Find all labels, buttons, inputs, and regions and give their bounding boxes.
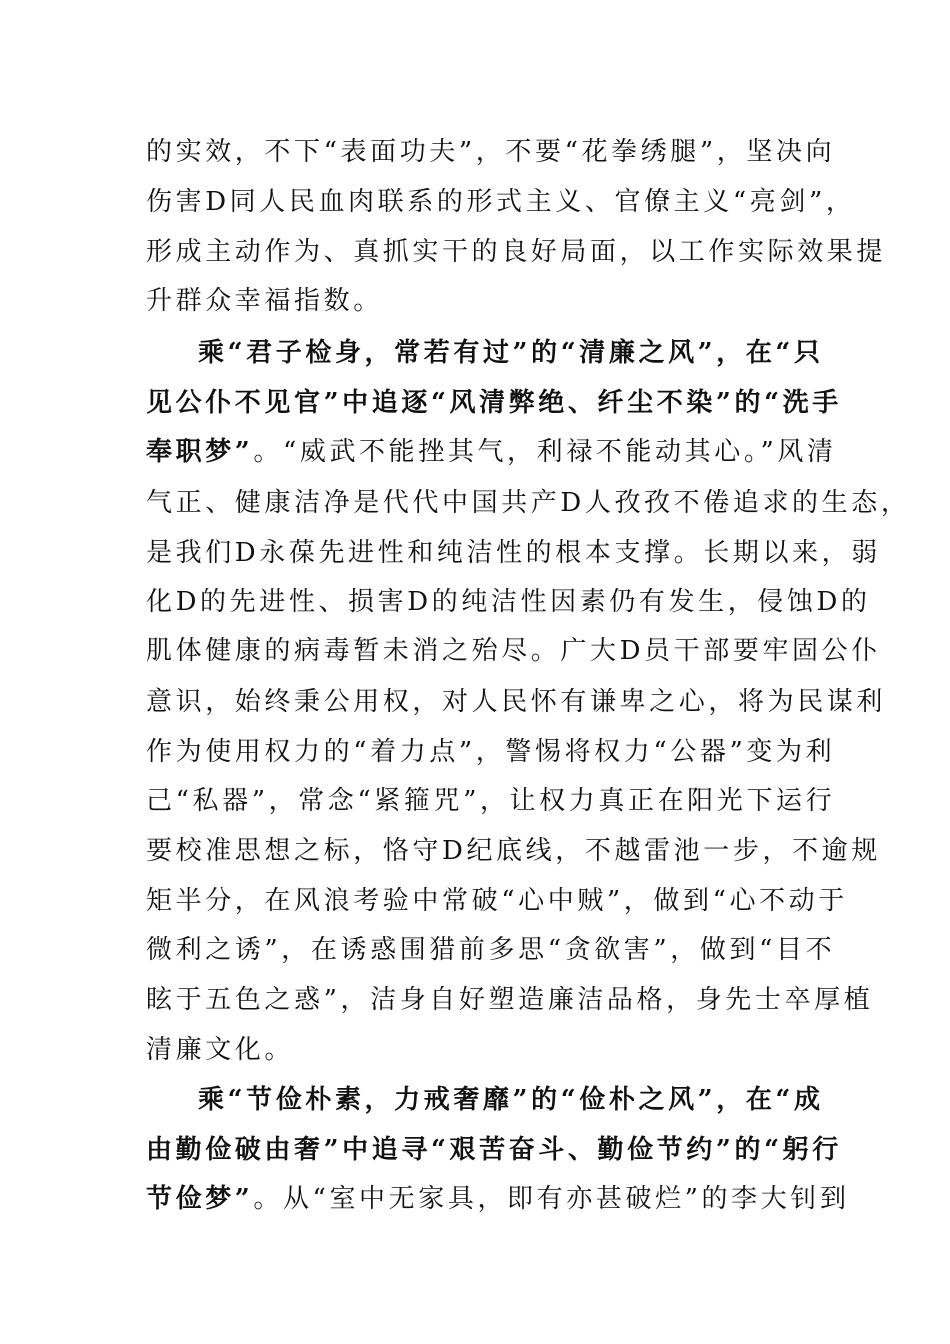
paragraph-line: 的实效，不下“表面功夫”，不要“花拳绣腿”，坚决向 (146, 137, 836, 167)
paragraph-line: 气正、健康洁净是代代中国共产D人孜孜不倦追求的生态， (146, 488, 911, 518)
paragraph-line-mixed (146, 1184, 850, 1214)
paragraph-heading-line: 乘“节俭朴素，力戒奢靡”的“俭朴之风”，在“成 (198, 1085, 824, 1115)
paragraph-line: 意识，始终秉公用权，对人民怀有谦卑之心，将为民谋利 (146, 687, 887, 717)
paragraph-heading-line: 乘“君子检身，常若有过”的“清廉之风”，在“只 (198, 338, 824, 368)
paragraph-heading-line: 由勤俭破由奢”中追寻“艰苦奋斗、勤俭节约”的“躬行 (146, 1135, 842, 1165)
paragraph-line: 眩于五色之惑”，洁身自好塑造廉洁品格，身先士卒厚植 (146, 985, 874, 1015)
paragraph-line: 是我们D永葆先进性和纯洁性的根本支撑。长期以来，弱 (146, 538, 881, 568)
paragraph-line: 作为使用权力的“着力点”，警惕将权力“公器”变为利 (146, 737, 836, 767)
paragraph-line: 化D的先进性、损害D的纯洁性因素仍有发生，侵蚀D的 (146, 587, 871, 617)
paragraph-line: 矩半分，在风浪考验中常破“心中贼”，做到“心不动于 (146, 886, 848, 916)
paragraph-line: 微利之诱”，在诱惑围猎前多思“贪欲害”，做到“目不 (146, 935, 836, 965)
bold-fragment: 节俭梦” (146, 1184, 254, 1214)
paragraph-line: 要校准思想之标，恪守D纪底线，不越雷池一步，不逾规 (146, 836, 881, 866)
normal-fragment: 。从“室中无家具，即有亦甚破烂”的李大钊到 (253, 1184, 850, 1214)
normal-fragment: 。“威武不能挫其气，利禄不能动其心。”风清 (253, 437, 837, 467)
paragraph-line: 伤害D同人民血肉联系的形式主义、官僚主义“亮剑”， (146, 187, 856, 217)
bold-fragment: 奉职梦” (146, 437, 254, 467)
paragraph-line: 己“私器”，常念“紧箍咒”，让权力真正在阳光下运行 (146, 786, 836, 816)
paragraph-line: 形成主动作为、真抓实干的良好局面，以工作实际效果提 (146, 237, 887, 267)
paragraph-line: 升群众幸福指数。 (146, 286, 383, 316)
paragraph-line: 肌体健康的病毒暂未消之殆尽。广大D员干部要牢固公仆 (146, 636, 881, 666)
paragraph-heading-line: 见公仆不见官”中追逐“风清弊绝、纤尘不染”的“洗手 (146, 388, 842, 418)
paragraph-line-mixed (146, 437, 837, 467)
paragraph-line: 清廉文化。 (146, 1035, 295, 1065)
